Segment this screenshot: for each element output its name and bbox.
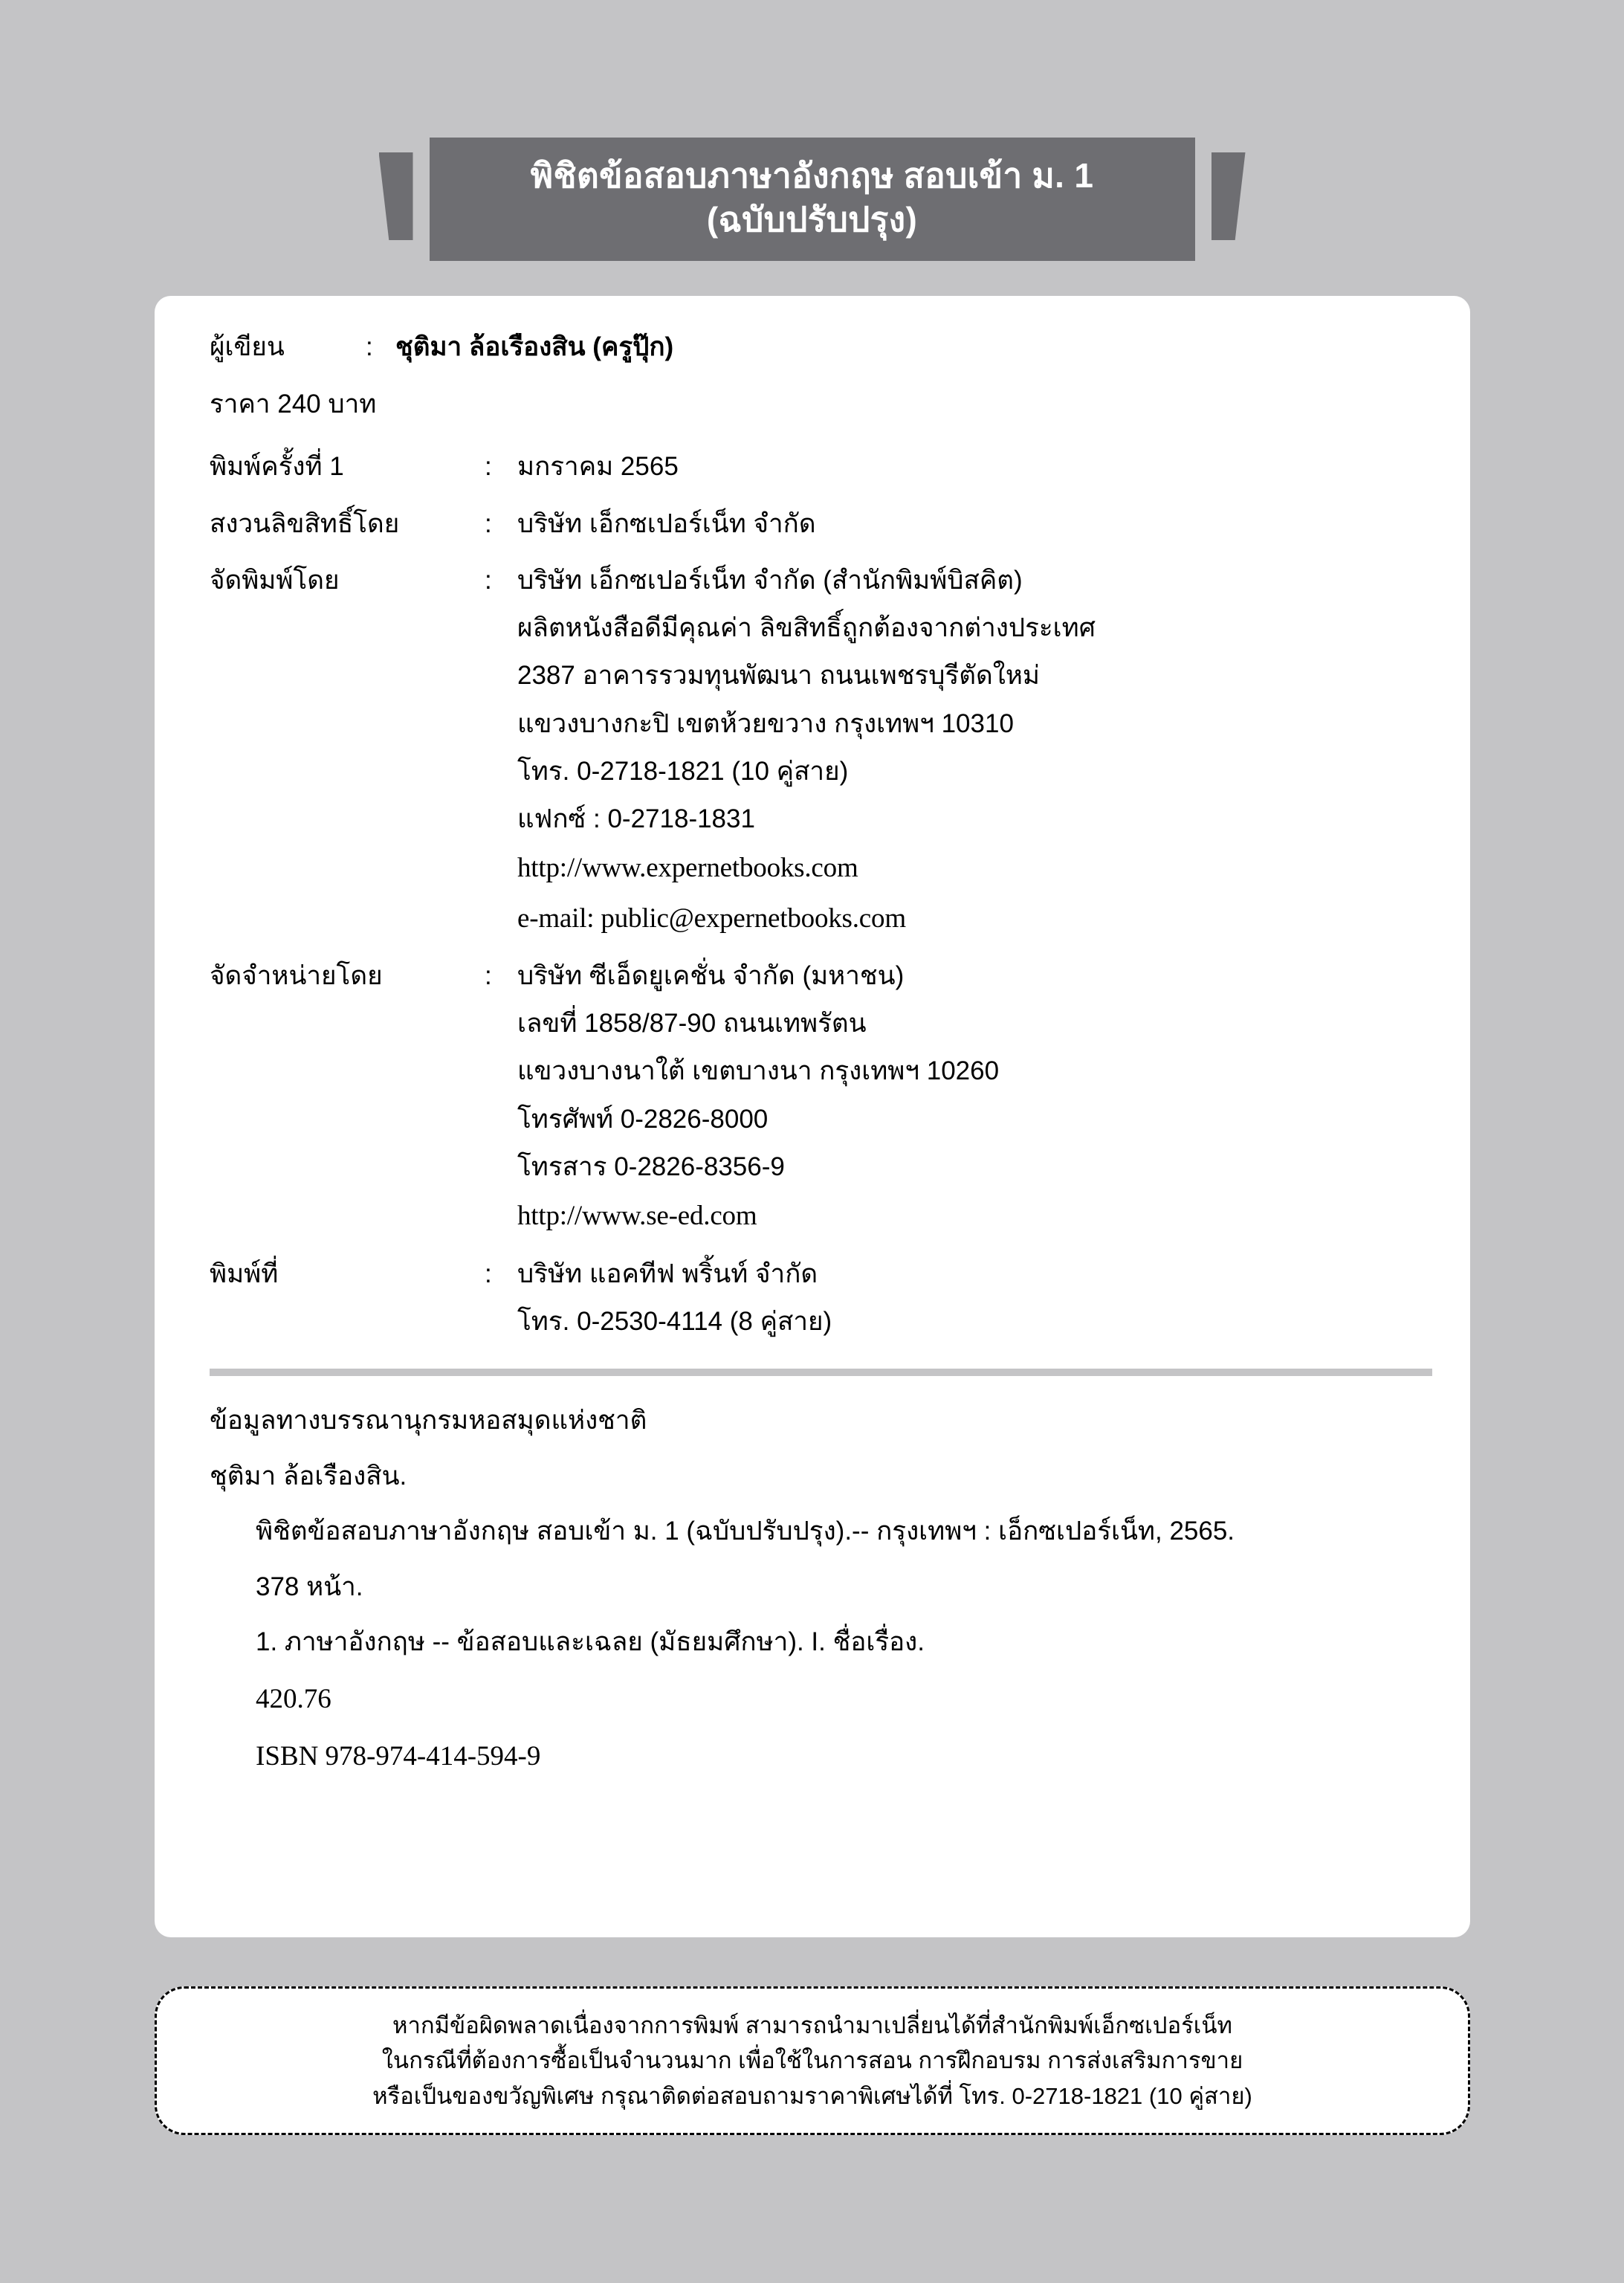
imprint-row-value xyxy=(517,447,1430,487)
imprint-row-label: พิมพ์ครั้งที่ 1 xyxy=(210,452,344,482)
cip-author: ชุติมา ล้อเรืองสิน. xyxy=(210,1461,407,1491)
cip-entry-line: 420.76 xyxy=(256,1683,331,1714)
author-label: ผู้เขียน xyxy=(210,332,285,361)
imprint-row-colon: : xyxy=(485,960,492,990)
imprint-row xyxy=(210,561,1430,940)
imprint-text-line: 2387 อาคารรวมทุนพัฒนา ถนนเพชรบุรีตัดใหม่ xyxy=(517,661,1040,691)
imprint-text-line: โทรสาร 0-2826-8356-9 xyxy=(517,1152,785,1181)
cip-entry-line: 1. ภาษาอังกฤษ -- ข้อสอบและเฉลย (มัธยมศึกษา). I. ชื่อเรื่อง. xyxy=(256,1627,925,1657)
imprint-row-value xyxy=(517,1254,1430,1343)
imprint-rows xyxy=(210,447,1430,1342)
imprint-row xyxy=(210,1254,1430,1343)
imprint-row-colon: : xyxy=(485,508,492,538)
cip-entries xyxy=(210,1512,1430,1777)
footer-note-line-2: ในกรณีที่ต้องการซื้อเป็นจำนวนมาก เพื่อใช้ในการสอน การฝึกอบรม การส่งเสริมการขาย xyxy=(381,2047,1243,2074)
imprint-row-colon: : xyxy=(485,1259,492,1288)
imprint-link-line[interactable]: http://www.se-ed.com xyxy=(517,1201,757,1232)
imprint-text-line: บริษัท เอ็กซเปอร์เน็ท จำกัด xyxy=(517,508,816,538)
footer-note-line-1: หากมีข้อผิดพลาดเนื่องจากการพิมพ์ สามารถนำมาเปลี่ยนได้ที่สำนักพิมพ์เอ็กซเปอร์เน็ท xyxy=(392,2012,1232,2039)
imprint-text-line: เลขที่ 1858/87-90 ถนนเทพรัตน xyxy=(517,1009,867,1039)
cip-heading: ข้อมูลทางบรรณานุกรมหอสมุดแห่งชาติ xyxy=(210,1406,647,1436)
imprint-text-line: โทรศัพท์ 0-2826-8000 xyxy=(517,1104,769,1134)
imprint-content xyxy=(210,327,1430,1794)
imprint-text-line: บริษัท แอคทีฟ พริ้นท์ จำกัด xyxy=(517,1259,818,1288)
imprint-text-line: บริษัท เอ็กซเปอร์เน็ท จำกัด (สำนักพิมพ์บิสคิต) xyxy=(517,565,1023,595)
imprint-text-line: แขวงบางกะปิ เขตห้วยขวาง กรุงเทพฯ 10310 xyxy=(517,708,1014,738)
title-banner xyxy=(0,138,1624,256)
imprint-row-label: จัดพิมพ์โดย xyxy=(210,565,340,595)
imprint-row-colon: : xyxy=(485,565,492,595)
imprint-row-label: สงวนลิขสิทธิ์โดย xyxy=(210,508,400,538)
author-value: ชุติมา ล้อเรืองสิน (ครูปุ๊ก) xyxy=(395,332,674,361)
imprint-text-line: แขวงบางนาใต้ เขตบางนา กรุงเทพฯ 10260 xyxy=(517,1056,1000,1086)
cip-entry-line: พิชิตข้อสอบภาษาอังกฤษ สอบเข้า ม. 1 (ฉบับปรับปรุง).-- กรุงเทพฯ : เอ็กซเปอร์เน็ท, 2565. xyxy=(256,1517,1235,1546)
imprint-text-line: ผลิตหนังสือดีมีคุณค่า ลิขสิทธิ์ถูกต้องจากต่างประเทศ xyxy=(517,613,1096,642)
imprint-text-line: มกราคม 2565 xyxy=(517,452,679,482)
imprint-row xyxy=(210,504,1430,544)
cip-entry-line: 378 หน้า. xyxy=(256,1572,363,1601)
imprint-card xyxy=(155,296,1470,1937)
imprint-row-value xyxy=(517,956,1430,1238)
book-title-line-2: (ฉบับปรับปรุง) xyxy=(706,199,918,239)
imprint-link-line[interactable]: e-mail: public@expernetbooks.com xyxy=(517,902,906,934)
imprint-row xyxy=(210,447,1430,487)
footer-note-box xyxy=(155,1986,1470,2135)
ribbon-tail-right-icon xyxy=(1211,152,1246,240)
imprint-text-line: บริษัท ซีเอ็ดยูเคชั่น จำกัด (มหาชน) xyxy=(517,960,905,990)
imprint-row xyxy=(210,956,1430,1238)
title-banner-body xyxy=(430,138,1195,261)
imprint-row-label: พิมพ์ที่ xyxy=(210,1259,279,1288)
imprint-text-line: โทร. 0-2718-1821 (10 คู่สาย) xyxy=(517,756,849,786)
imprint-row-label: จัดจำหน่ายโดย xyxy=(210,960,383,990)
imprint-row-value xyxy=(517,504,1430,544)
cip-block xyxy=(210,1401,1430,1777)
price-line: ราคา 240 บาท xyxy=(210,390,377,419)
cip-entry-line: ISBN 978-974-414-594-9 xyxy=(256,1741,541,1772)
imprint-row-colon: : xyxy=(485,452,492,482)
imprint-link-line[interactable]: http://www.expernetbooks.com xyxy=(517,853,858,884)
imprint-row-value xyxy=(517,561,1430,940)
footer-note-line-3: หรือเป็นของขวัญพิเศษ กรุณาติดต่อสอบถามราคาพิเศษได้ที่ โทร. 0-2718-1821 (10 คู่สาย) xyxy=(372,2082,1252,2109)
section-divider xyxy=(210,1369,1432,1376)
author-row xyxy=(210,327,1430,367)
ribbon-tail-left-icon xyxy=(379,152,413,240)
book-title-line-1: พิชิตข้อสอบภาษาอังกฤษ สอบเข้า ม. 1 xyxy=(530,156,1094,195)
author-colon: : xyxy=(366,332,373,361)
imprint-text-line: โทร. 0-2530-4114 (8 คู่สาย) xyxy=(517,1306,832,1336)
imprint-text-line: แฟกซ์ : 0-2718-1831 xyxy=(517,804,755,833)
